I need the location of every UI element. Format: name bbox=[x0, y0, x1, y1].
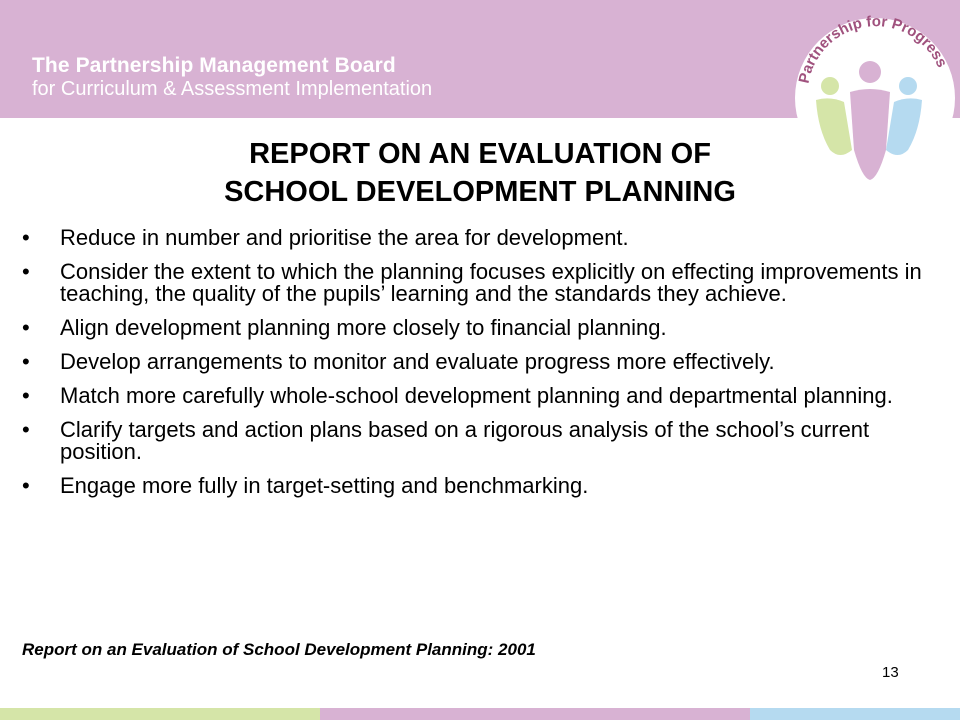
footer-strip-blue bbox=[750, 708, 960, 720]
list-item: • Clarify targets and action plans based on a rigorous analysis of the school’s current position. bbox=[22, 417, 870, 464]
bullet-dot: • bbox=[22, 349, 30, 374]
source-citation: Report on an Evaluation of School Development Planning: 2001 bbox=[22, 640, 536, 659]
list-item: • Consider the extent to which the planning focuses explicitly on effecting improvements in teaching, the quality of the pupils’ learning and the standards they achieve. bbox=[22, 259, 922, 306]
list-item: • Engage more fully in target-setting and benchmarking. bbox=[22, 473, 589, 498]
list-item: • Align development planning more closely to financial planning. bbox=[22, 315, 667, 340]
heading-line-2: SCHOOL DEVELOPMENT PLANNING bbox=[224, 176, 736, 208]
bullet-dot: • bbox=[22, 473, 30, 498]
footer-color-strip bbox=[0, 708, 960, 720]
list-item: • Develop arrangements to monitor and evaluate progress more effectively. bbox=[22, 349, 775, 374]
heading-line-1: REPORT ON AN EVALUATION OF bbox=[249, 138, 711, 170]
bullet-dot: • bbox=[22, 383, 30, 408]
page-number: 13 bbox=[882, 664, 899, 681]
bullet-dot: • bbox=[22, 315, 30, 340]
logo-text: Partnership for Progress bbox=[795, 13, 951, 85]
slide-heading bbox=[100, 135, 860, 211]
bullet-dot: • bbox=[22, 225, 30, 250]
list-item: • Reduce in number and prioritise the area for development. bbox=[22, 225, 629, 250]
bullet-dot: • bbox=[22, 259, 30, 284]
bullet-dot: • bbox=[22, 417, 30, 442]
list-item: • Match more carefully whole-school development planning and departmental planning. bbox=[22, 383, 893, 408]
footer-strip-green bbox=[0, 708, 320, 720]
org-subtitle: for Curriculum & Assessment Implementation bbox=[32, 78, 433, 100]
recommendation-list bbox=[22, 227, 937, 509]
footer-strip-purple bbox=[320, 708, 750, 720]
org-title: The Partnership Management Board bbox=[32, 54, 396, 77]
